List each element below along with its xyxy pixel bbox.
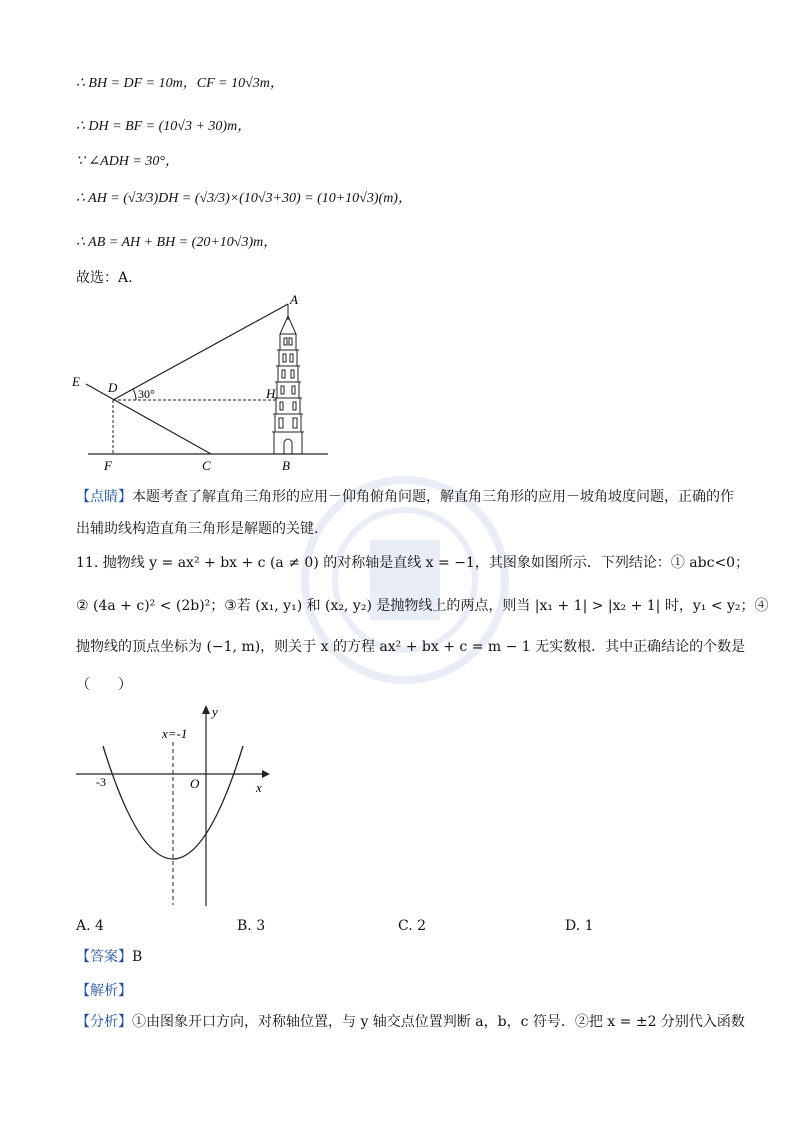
answer-value: B — [132, 949, 143, 965]
analysis-line — [76, 1012, 745, 1032]
solution-line-5: ∴ AB = AH + BH = (20+10√3)m， — [76, 235, 278, 250]
answer-tag: 【答案】 — [76, 949, 132, 965]
option-a: A. 4 — [76, 918, 104, 934]
analysis-sub-tag: 【分析】 — [76, 1014, 132, 1030]
label-origin: O — [190, 776, 200, 791]
question-line-1: 11. 抛物线 y = ax² + bx + c (a ≠ 0) 的对称轴是直线 x = −1，其图象如图所示．下列结论：① abc<0； — [76, 555, 750, 571]
label-H: H — [266, 386, 276, 401]
label-root: -3 — [96, 775, 106, 789]
solution-line-3: ∵ ∠ADH = 30°， — [76, 154, 179, 169]
comment-line-2: 出辅助线构造直角三角形是解题的关键. — [76, 521, 319, 537]
solution-line-4: ∴ AH = (√3/3)DH = (√3/3)×(10√3+30) = (10+10√3)(m)， — [76, 191, 412, 206]
analysis-tag: 【解析】 — [76, 983, 132, 999]
question-line-4: （ ） — [76, 677, 132, 693]
label-y: y — [212, 704, 218, 719]
analysis-text: ①由图象开口方向，对称轴位置，与 y 轴交点位置判断 a，b，c 符号．②把 x = ±2 分别代入函数 — [132, 1014, 745, 1030]
label-axis-line: x=-1 — [162, 726, 188, 741]
label-F: F — [104, 458, 112, 473]
answer-line — [76, 947, 142, 967]
parabola-figure — [70, 700, 280, 910]
label-A: A — [290, 292, 298, 307]
question-line-2: ② (4a + c)² < (2b)²；③若 (x₁, y₁) 和 (x₂, y₂) 是抛物线上的两点，则当 |x₁ + 1| > |x₂ + 1| 时，y₁ < y₂；④ — [76, 598, 769, 614]
comment-tag: 【点睛】 — [76, 489, 132, 505]
label-x: x — [256, 780, 262, 795]
tower-figure — [66, 290, 346, 476]
option-c: C. 2 — [398, 918, 427, 934]
choice-line: 故选：A. — [76, 270, 133, 286]
option-d: D. 1 — [565, 918, 594, 934]
label-B: B — [282, 458, 290, 473]
label-E: E — [72, 374, 80, 389]
label-C: C — [202, 458, 211, 473]
solution-line-1: ∴ BH = DF = 10m，CF = 10√3m， — [76, 76, 284, 91]
solution-line-2: ∴ DH = BF = (10√3 + 30)m， — [76, 119, 252, 134]
label-D: D — [108, 380, 118, 395]
question-line-3: 抛物线的顶点坐标为 (−1, m)，则关于 x 的方程 ax² + bx + c = m − 1 无实数根．其中正确结论的个数是 — [76, 639, 746, 655]
label-angle: 30° — [138, 387, 155, 401]
comment-line-1 — [76, 487, 734, 507]
comment-text-1: 本题考查了解直角三角形的应用－仰角俯角问题，解直角三角形的应用－坡角坡度问题，正确的作 — [132, 489, 734, 505]
option-b: B. 3 — [237, 918, 266, 934]
